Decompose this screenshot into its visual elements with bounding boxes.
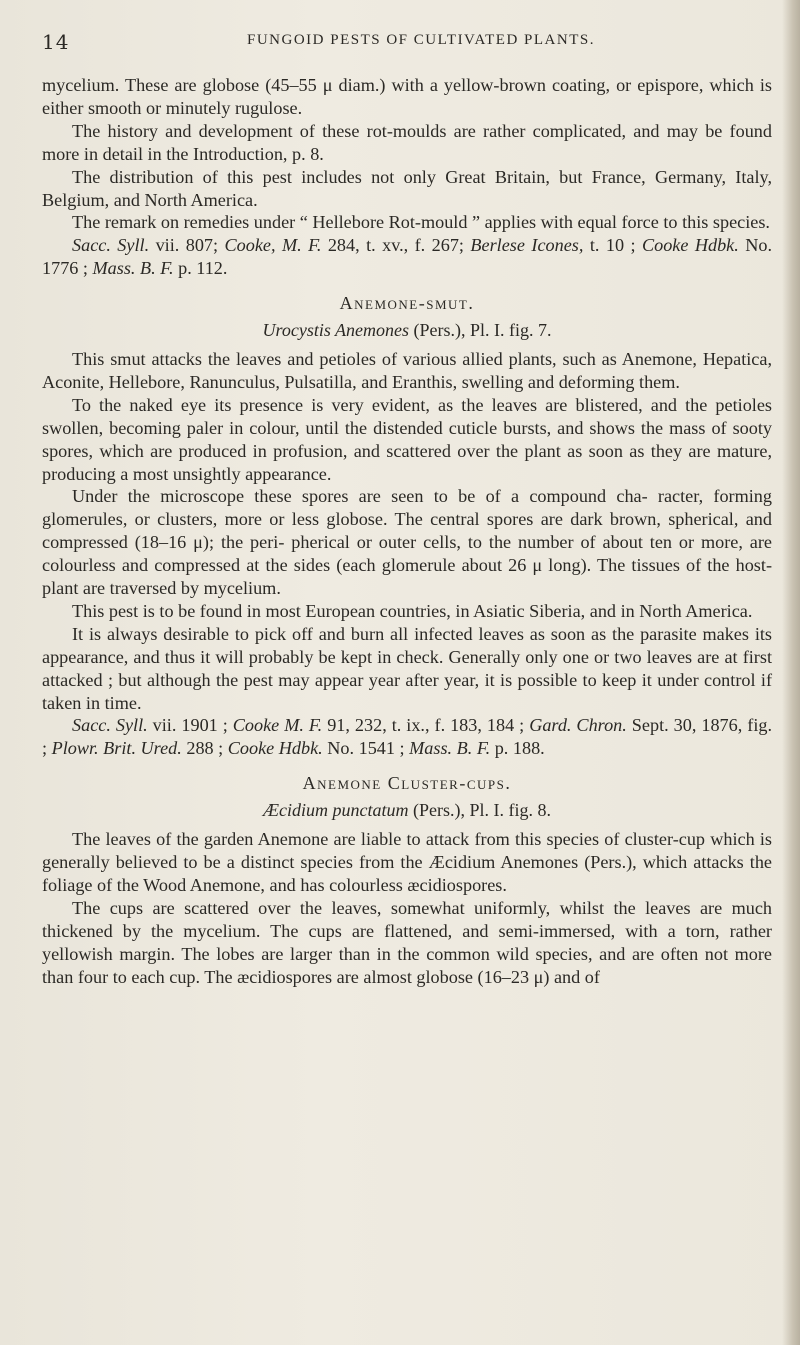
- paragraph-cluster-cups-description: The cups are scattered over the leaves, somewhat uniformly, whilst the leaves are much thickened by the mycelium. The cups are flattened, and semi-immersed, with a torn, rather yellowish margin. The lobes are larger than in the common wild species, and are often not more than four to each cup. The æcidiospores are almost globose (16–23 μ) and of: [42, 897, 772, 987]
- paragraph-smut-appearance: To the naked eye its presence is very evident, as the leaves are blistered, and the petioles swollen, becoming paler in colour, until the distended cuticle bursts, and shows the mass of sooty spores, which are produced in profusion, and scattered over the plant as soon as they are mature, producing a most unsightly appearance.: [42, 394, 772, 484]
- ref-part: Mass. B. F.: [92, 258, 174, 279]
- species-name: Æcidium punctatum: [263, 800, 409, 821]
- ref-part: Sacc. Syll.: [72, 235, 150, 256]
- ref-part: Gard. Chron.: [529, 715, 627, 736]
- ref-part: Cooke Hdbk.: [227, 738, 323, 759]
- paragraph-remedies: The remark on remedies under “ Hellebore Rot-mould ” applies with equal force to this species.: [72, 212, 770, 233]
- ref-part: 284, t. xv., f. 267;: [321, 235, 471, 256]
- ref-part: Cooke M. F.: [232, 715, 323, 736]
- ref-part: Sept. 30, 1876, fig. ;: [42, 715, 773, 759]
- paragraph-smut-microscope: Under the microscope these spores are seen to be of a compound cha- racter, forming glomerules, or clusters, more or less globose. The central spores are dark brown, spherical, and compressed (18–16 μ); the peri- pherical or outer cells, to the number of about ten or more, are colourless and compressed at the sides (each glomerule about 26 μ long). The tissues of the host-plant are traversed by mycelium.: [42, 486, 772, 599]
- species-line-urocystis: [42, 319, 772, 342]
- ref-part: Cooke, M. F.: [224, 235, 322, 256]
- species-authority: (Pers.), Pl. I. fig. 8.: [408, 800, 551, 821]
- species-line-aecidium: [42, 799, 772, 822]
- ref-part: Plowr. Brit. Ured.: [51, 738, 182, 759]
- references-smut: [42, 714, 772, 760]
- paragraph-smut-hosts: This smut attacks the leaves and petioles of various allied plants, such as Anemone, Hepatica, Aconite, Hellebore, Ranunculus, Pulsatilla, and Eranthis, swelling and deforming them.: [42, 348, 772, 392]
- paragraph-cluster-cups-leaves: The leaves of the garden Anemone are liable to attack from this species of cluster-cup which is generally believed to be a distinct species from the Æcidium Anemones (Pers.), which attacks the foliage of the Wood Anemone, and has colourless æcidiospores.: [42, 829, 772, 895]
- species-name: Urocystis Anemones: [262, 320, 409, 341]
- ref-part: Berlese Icones,: [470, 235, 584, 256]
- ref-part: Mass. B. F.: [409, 738, 491, 759]
- ref-part: p. 112.: [173, 258, 228, 279]
- paragraph-smut-distribution: This pest is to be found in most European countries, in Asiatic Siberia, and in North America.: [72, 600, 753, 621]
- species-authority: (Pers.), Pl. I. fig. 7.: [408, 320, 552, 341]
- paragraph-smut-control: It is always desirable to pick off and burn all infected leaves as soon as the parasite makes its appearance, and thus it will probably be kept in check. Generally only one or two leaves are at first attacked ; but although the pest may appear year after year, it is possible to keep it under control if taken in time.: [42, 623, 772, 713]
- page-body: [42, 74, 772, 988]
- ref-part: Sacc. Syll.: [72, 715, 148, 736]
- page-number: 14: [42, 30, 70, 54]
- ref-part: 288 ;: [181, 738, 228, 759]
- references-hellebore: [42, 234, 772, 280]
- ref-part: t. 10 ;: [583, 235, 642, 256]
- ref-part: No. 1541 ;: [322, 738, 410, 759]
- ref-part: vii. 807;: [149, 235, 225, 256]
- ref-part: Cooke Hdbk.: [641, 235, 739, 256]
- running-title: FUNGOID PESTS OF CULTIVATED PLANTS.: [247, 32, 595, 48]
- ref-part: No. 1776 ;: [42, 235, 773, 279]
- section-heading-anemone-smut: Anemone-smut.: [339, 293, 475, 314]
- page-header: [42, 30, 782, 54]
- section-heading-cluster-cups: Anemone Cluster-cups.: [302, 773, 512, 794]
- ref-part: 91, 232, t. ix., f. 183, 184 ;: [322, 715, 530, 736]
- ref-part: p. 188.: [490, 738, 545, 759]
- paragraph-history: The history and development of these rot-moulds are rather complicated, and may be found more in detail in the Introduction, p. 8.: [42, 120, 772, 164]
- ref-part: vii. 1901 ;: [147, 715, 233, 736]
- page-edge-shadow: [782, 0, 800, 1345]
- paragraph-distribution: The distribution of this pest includes not only Great Britain, but France, Germany, Italy, Belgium, and North America.: [42, 166, 772, 210]
- paragraph-continuation: mycelium. These are globose (45–55 μ diam.) with a yellow-brown coating, or epispore, which is either smooth or minutely rugulose.: [42, 75, 772, 118]
